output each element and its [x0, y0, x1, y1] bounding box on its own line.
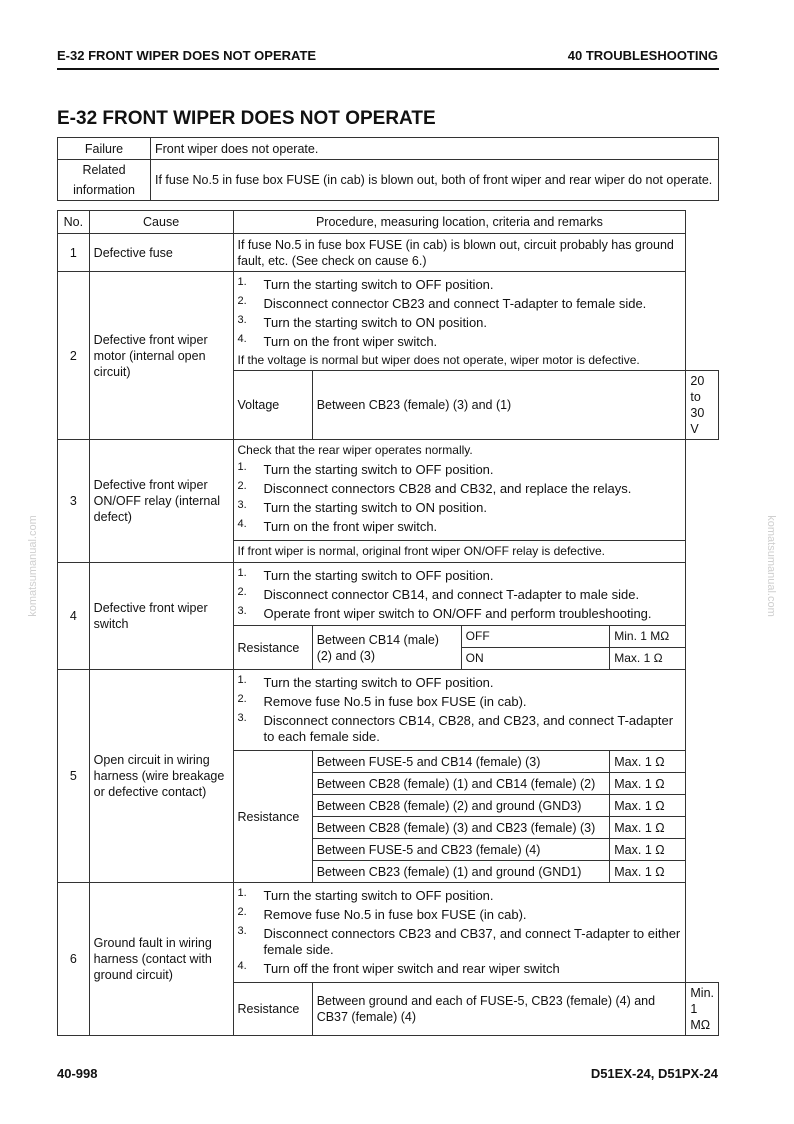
procedure-intro: Check that the rear wiper operates normally.: [237, 443, 473, 457]
col-header-cause: Cause: [89, 211, 233, 234]
related-text: If fuse No.5 in fuse box FUSE (in cab) is blown out, both of front wiper and rear wiper do not operate.: [151, 160, 719, 201]
step-item: 1. Turn the starting switch to OFF position.: [237, 461, 494, 477]
failure-text: Front wiper does not operate.: [151, 138, 719, 160]
troubleshooting-table: [57, 210, 719, 1036]
page-number: 40-998: [57, 1066, 98, 1081]
measurement-location: Between FUSE-5 and CB23 (female) (4): [312, 839, 610, 861]
table-row: [58, 670, 719, 751]
row-number: 4: [58, 563, 90, 670]
measurement-label: Resistance: [233, 626, 312, 670]
measurement-location: Between CB14 (male) (2) and (3): [312, 626, 461, 670]
measurement-value: 20 to 30 V: [686, 371, 719, 440]
cause-text: Open circuit in wiring harness (wire breakage or defective contact): [89, 670, 233, 883]
step-item: 1. Turn the starting switch to OFF position.: [237, 567, 494, 583]
table-header-row: [58, 211, 719, 234]
model-numbers: D51EX-24, D51PX-24: [590, 1066, 718, 1081]
measurement-value: Max. 1 Ω: [610, 648, 686, 670]
measurement-location: Between CB28 (female) (1) and CB14 (female) (2): [312, 773, 610, 795]
step-item: 3. Turn the starting switch to ON position.: [237, 314, 488, 330]
row-number: 5: [58, 670, 90, 883]
failure-label: Failure: [58, 138, 151, 160]
step-item: 4. Turn on the front wiper switch.: [237, 333, 438, 349]
step-item: 2. Disconnect connector CB14, and connect T-adapter to male side.: [237, 586, 640, 602]
procedure-steps: [233, 440, 686, 541]
measurement-location: Between CB23 (female) (3) and (1): [312, 371, 686, 440]
step-item: 1. Turn the starting switch to OFF position.: [237, 674, 494, 690]
step-item: 4. Turn off the front wiper switch and rear wiper switch: [237, 960, 560, 976]
info-table: [57, 137, 719, 201]
step-item: 1. Turn the starting switch to OFF position.: [237, 887, 494, 903]
measurement-value: Max. 1 Ω: [610, 751, 686, 773]
watermark-left: komatsumanual.com: [26, 515, 39, 617]
measurement-value: Max. 1 Ω: [610, 861, 686, 883]
procedure-note: If the voltage is normal but wiper does not operate, wiper motor is defective.: [237, 353, 640, 367]
measurement-value: Min. 1 MΩ: [610, 626, 686, 648]
step-item: 1. Turn the starting switch to OFF position.: [237, 276, 494, 292]
measurement-location: Between ground and each of FUSE-5, CB23 (female) (4) and CB37 (female) (4): [312, 983, 686, 1036]
step-item: 4. Turn on the front wiper switch.: [237, 518, 438, 534]
measurement-location: Between CB28 (female) (3) and CB23 (female) (3): [312, 817, 610, 839]
table-row: [58, 272, 719, 371]
step-item: 2. Disconnect connectors CB28 and CB32, and replace the relays.: [237, 480, 632, 496]
table-row: [58, 883, 719, 983]
measurement-value: Min. 1 MΩ: [686, 983, 719, 1036]
row-number: 2: [58, 272, 90, 440]
col-header-no: No.: [58, 211, 90, 234]
related-label: Related information: [58, 160, 151, 201]
table-row: [58, 234, 719, 272]
row-number: 3: [58, 440, 90, 563]
measurement-location: Between CB23 (female) (1) and ground (GND1): [312, 861, 610, 883]
procedure-steps: [233, 670, 686, 751]
procedure-note: If front wiper is normal, original front wiper ON/OFF relay is defective.: [233, 541, 686, 563]
measurement-location: Between FUSE-5 and CB14 (female) (3): [312, 751, 610, 773]
cause-text: Defective front wiper switch: [89, 563, 233, 670]
header-divider: [57, 68, 719, 70]
procedure-text: If fuse No.5 in fuse box FUSE (in cab) is blown out, circuit probably has ground fault, etc. (See check on cause 6.): [233, 234, 686, 272]
measurement-label: Resistance: [233, 751, 312, 883]
measurement-value: Max. 1 Ω: [610, 773, 686, 795]
procedure-steps: [233, 563, 686, 626]
measurement-value: Max. 1 Ω: [610, 817, 686, 839]
row-number: 1: [58, 234, 90, 272]
step-item: 2. Remove fuse No.5 in fuse box FUSE (in cab).: [237, 906, 527, 922]
measurement-label: Resistance: [233, 983, 312, 1036]
step-item: 3. Disconnect connectors CB23 and CB37, and connect T-adapter to either female side.: [237, 925, 681, 957]
cause-text: Ground fault in wiring harness (contact with ground circuit): [89, 883, 233, 1036]
step-item: 2. Remove fuse No.5 in fuse box FUSE (in cab).: [237, 693, 527, 709]
step-item: 3. Disconnect connectors CB14, CB28, and CB23, and connect T-adapter to each female side.: [237, 712, 674, 744]
measurement-value: Max. 1 Ω: [610, 839, 686, 861]
condition-off: OFF: [461, 626, 610, 648]
col-header-procedure: Procedure, measuring location, criteria and remarks: [233, 211, 686, 234]
cause-text: Defective front wiper ON/OFF relay (internal defect): [89, 440, 233, 563]
table-row: [58, 440, 719, 541]
row-number: 6: [58, 883, 90, 1036]
running-header-section: 40 TROUBLESHOOTING: [567, 48, 718, 63]
page-title: E-32 FRONT WIPER DOES NOT OPERATE: [57, 108, 436, 129]
table-row: [58, 563, 719, 626]
measurement-location: Between CB28 (female) (2) and ground (GND3): [312, 795, 610, 817]
step-item: 3. Operate front wiper switch to ON/OFF and perform troubleshooting.: [237, 605, 652, 621]
watermark-right: komatsumanual.com: [764, 515, 777, 617]
procedure-steps: [233, 883, 686, 983]
cause-text: Defective front wiper motor (internal open circuit): [89, 272, 233, 440]
condition-on: ON: [461, 648, 610, 670]
cause-text: Defective fuse: [89, 234, 233, 272]
step-item: 2. Disconnect connector CB23 and connect T-adapter to female side.: [237, 295, 647, 311]
running-header-title: E-32 FRONT WIPER DOES NOT OPERATE: [57, 48, 317, 63]
procedure-steps: [233, 272, 686, 371]
measurement-value: Max. 1 Ω: [610, 795, 686, 817]
step-item: 3. Turn the starting switch to ON position.: [237, 499, 488, 515]
measurement-label: Voltage: [233, 371, 312, 440]
